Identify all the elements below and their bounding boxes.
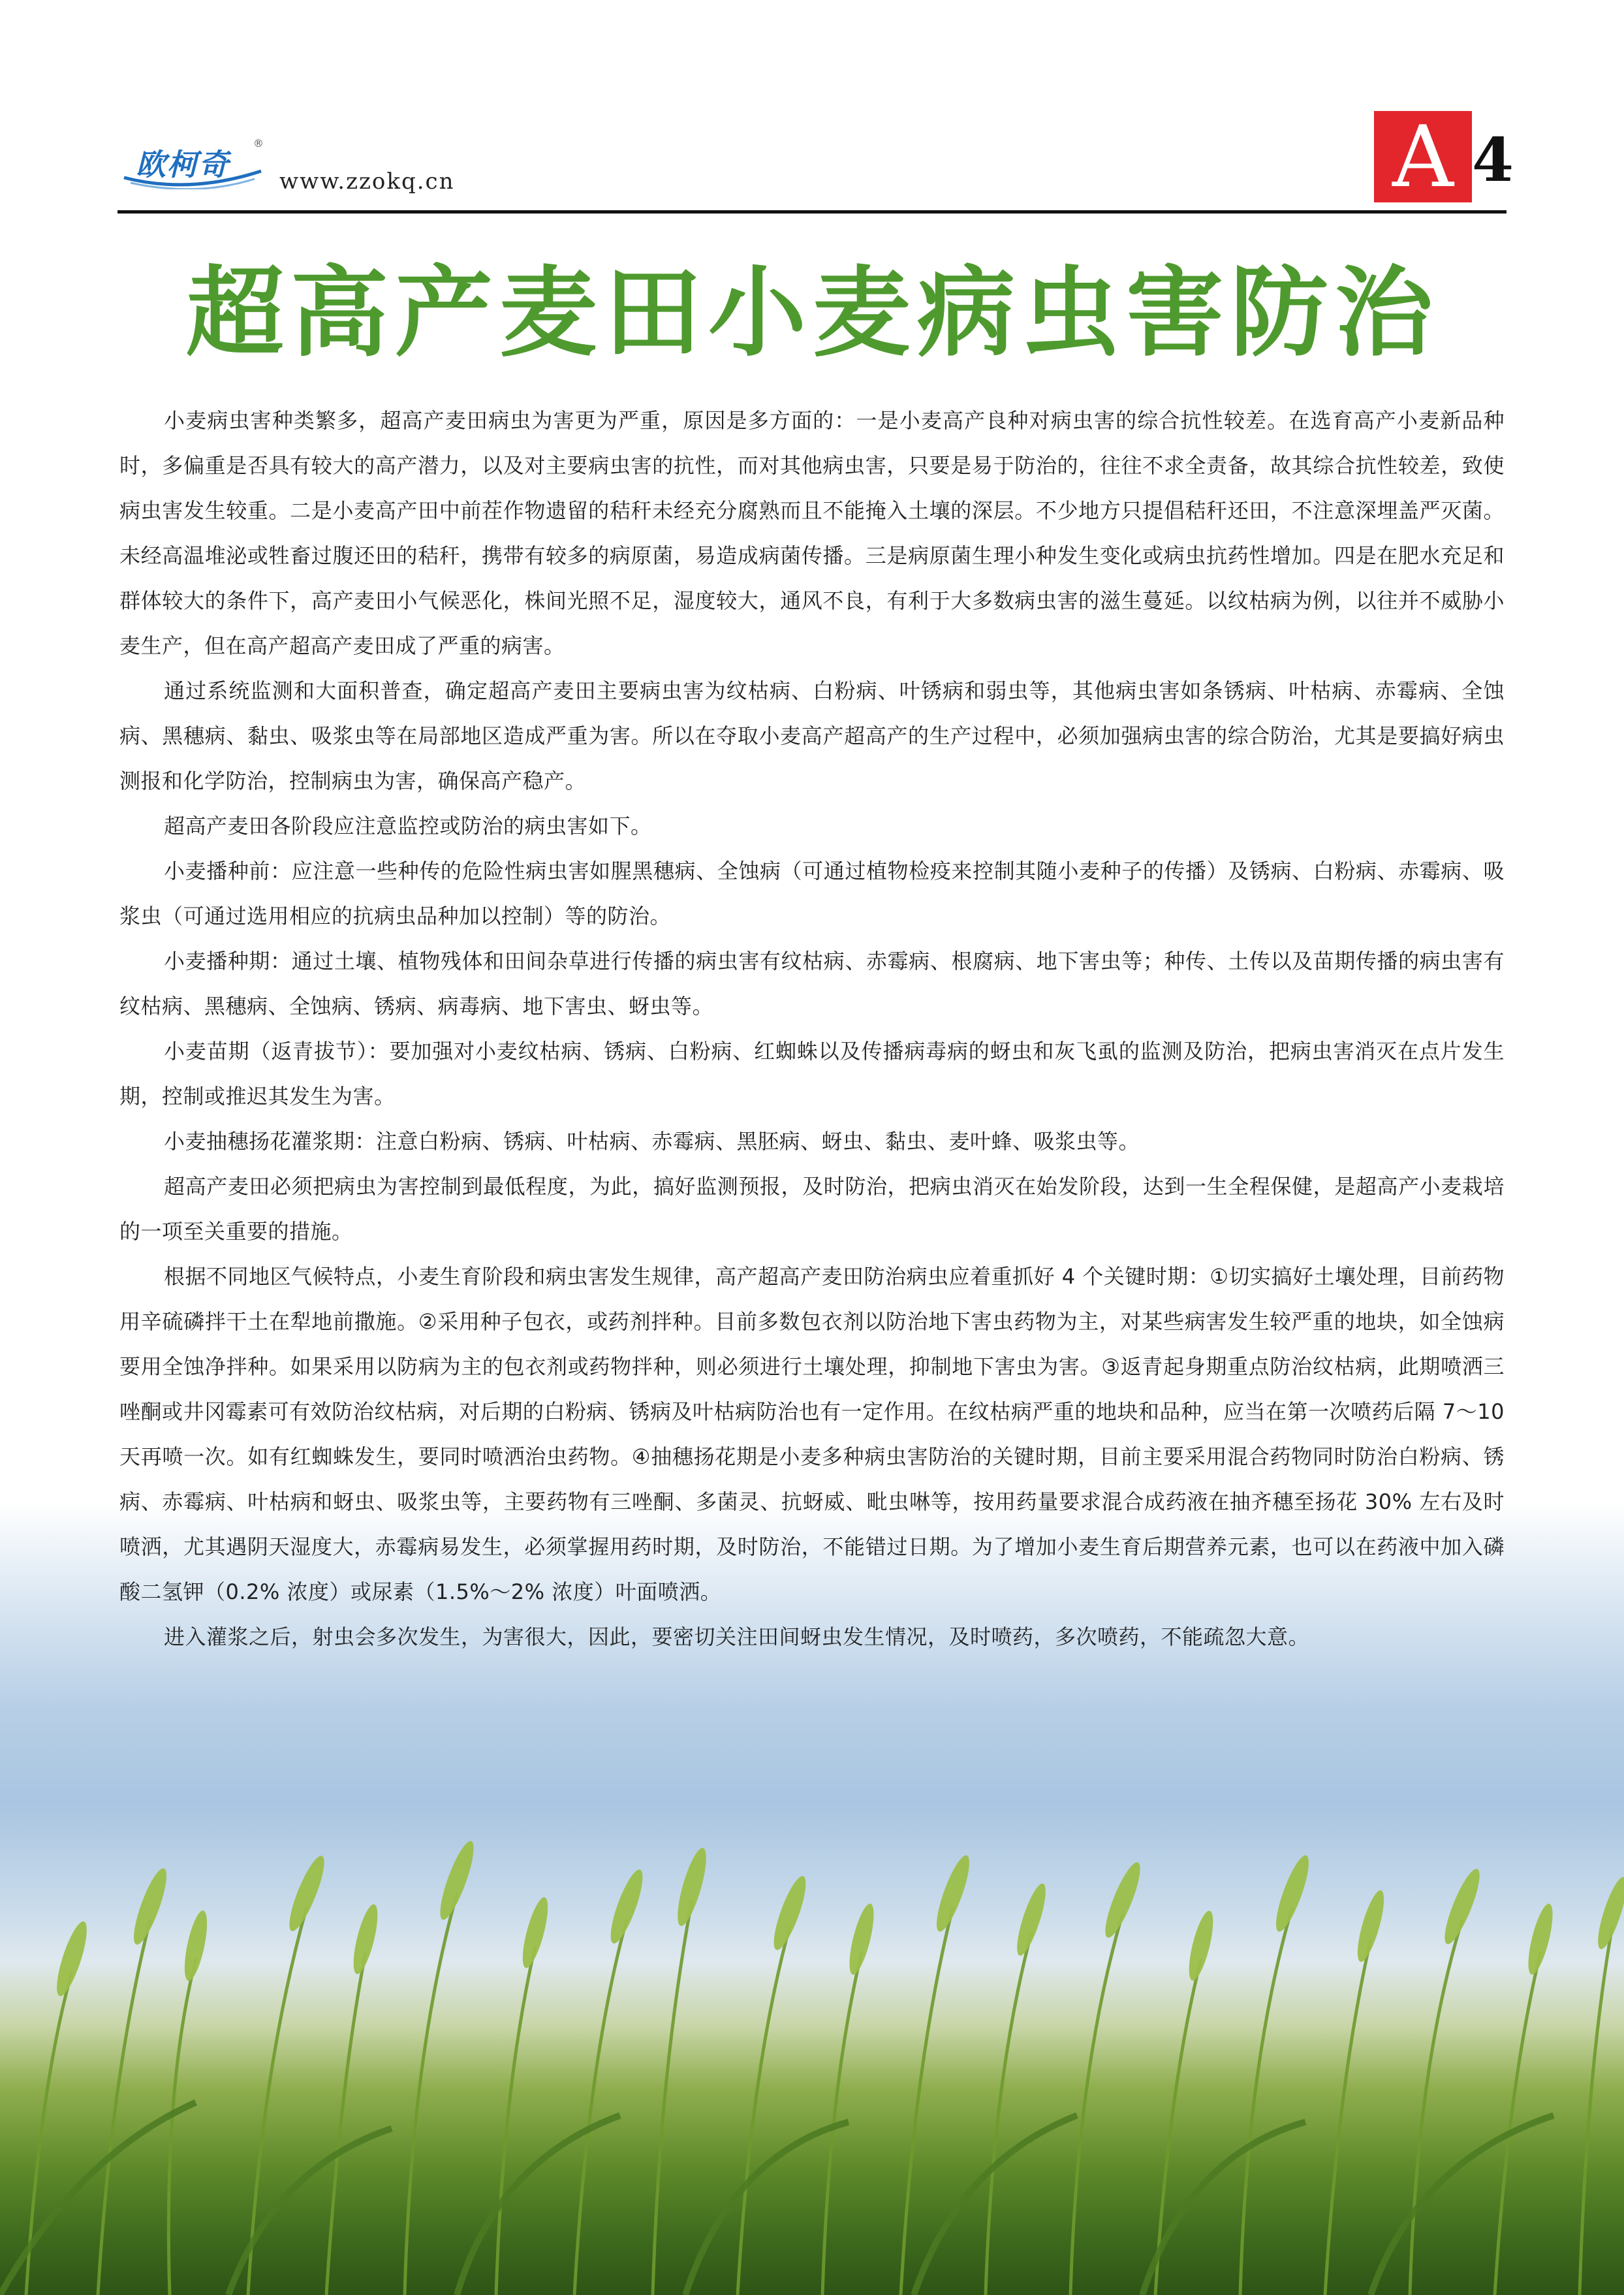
page-header bbox=[117, 107, 1514, 215]
paragraph: 根据不同地区气候特点，小麦生育阶段和病虫害发生规律，高产超高产麦田防治病虫应着重抓好 4 个关键时期：①切实搞好土壤处理，目前药物用辛硫磷拌干土在犁地前撒施。②采用种子包衣，或药剂拌种。目前多数包衣剂以防治地下害虫药物为主，对某些病害发生较严重的地块，如全蚀病要用全蚀净拌种。如果采用以防病为主的包衣剂或药物拌种，则必须进行土壤处理，抑制地下害虫为害。③返青起身期重点防治纹枯病，此期喷洒三唑酮或井冈霉素可有效防治纹枯病，对后期的白粉病、锈病及叶枯病防治也有一定作用。在纹枯病严重的地块和品种，应当在第一次喷药后隔 7～10 天再喷一次。如有红蜘蛛发生，要同时喷洒治虫药物。④抽穗扬花期是小麦多种病虫害防治的关键时期，目前主要采用混合药物同时防治白粉病、锈病、赤霉病、叶枯病和蚜虫、吸浆虫等，主要药物有三唑酮、多菌灵、抗蚜威、毗虫啉等，按用药量要求混合成药液在抽齐穗至扬花 30% 左右及时喷洒，尤其遇阴天湿度大，赤霉病易发生，必须掌握用药时期，及时防治，不能错过日期。为了增加小麦生育后期营养元素，也可以在药液中加入磷酸二氢钾（0.2% 浓度）或尿素（1.5%～2% 浓度）叶面喷洒。 bbox=[119, 1264, 1505, 1604]
paragraph: 超高产麦田各阶段应注意监控或防治的病虫害如下。 bbox=[164, 814, 652, 838]
paragraph: 通过系统监测和大面积普查，确定超高产麦田主要病虫害为纹枯病、白粉病、叶锈病和弱虫等，其他病虫害如条锈病、叶枯病、赤霉病、全蚀病、黑穗病、黏虫、吸浆虫等在局部地区造成严重为害。所以在夺取小麦高产超高产的生产过程中，必须加强病虫害的综合防治，尤其是要搞好病虫测报和化学防治，控制病虫为害，确保高产稳产。 bbox=[119, 678, 1505, 793]
page-number: 4 bbox=[1472, 125, 1514, 195]
paragraph: 进入灌浆之后，射虫会多次发生，为害很大，因此，要密切关注田间蚜虫发生情况，及时喷药，多次喷药，不能疏忽大意。 bbox=[164, 1624, 1310, 1649]
registered-mark: ® bbox=[253, 137, 264, 150]
paragraph: 小麦苗期（返青拔节）：要加强对小麦纹枯病、锈病、白粉病、红蜘蛛以及传播病毒病的蚜虫和灰飞虱的监测及防治，把病虫害消灭在点片发生期，控制或推迟其发生为害。 bbox=[119, 1039, 1505, 1109]
logo-text: 欧柯奇 bbox=[136, 147, 230, 182]
paragraph: 小麦抽穗扬花灌浆期：注意白粉病、锈病、叶枯病、赤霉病、黑胚病、蚜虫、黏虫、麦叶蜂、吸浆虫等。 bbox=[164, 1129, 1140, 1154]
section-letter: A bbox=[1374, 111, 1472, 202]
brand-logo bbox=[117, 137, 268, 189]
paragraph: 小麦播种期：通过土壤、植物残体和田间杂草进行传播的病虫害有纹枯病、赤霉病、根腐病、地下害虫等；种传、土传以及苗期传播的病虫害有纹枯病、黑穗病、全蚀病、锈病、病毒病、地下害虫、蚜虫等。 bbox=[119, 949, 1505, 1019]
article-title: 超高产麦田小麦病虫害防治 bbox=[185, 257, 1439, 370]
paragraph: 小麦播种前：应注意一些种传的危险性病虫害如腥黑穗病、全蚀病（可通过植物检疫来控制其随小麦种子的传播）及锈病、白粉病、赤霉病、吸浆虫（可通过选用相应的抗病虫品种加以控制）等的防治。 bbox=[119, 859, 1505, 928]
header-divider bbox=[117, 210, 1507, 214]
article-body bbox=[119, 398, 1505, 1660]
paragraph: 小麦病虫害种类繁多，超高产麦田病虫为害更为严重，原因是多方面的：一是小麦高产良种对病虫害的综合抗性较差。在选育高产小麦新品种时，多偏重是否具有较大的高产潜力，以及对主要病虫害的抗性，而对其他病虫害，只要是易于防治的，往往不求全责备，故其综合抗性较差，致使病虫害发生较重。二是小麦高产田中前茬作物遗留的秸秆未经充分腐熟而且不能掩入土壤的深层。不少地方只提倡秸秆还田，不注意深埋盖严灭菌。未经高温堆泌或牲畜过腹还田的秸秆，携带有较多的病原菌，易造成病菌传播。三是病原菌生理小种发生变化或病虫抗药性增加。四是在肥水充足和群体较大的条件下，高产麦田小气候恶化，株间光照不足，湿度较大，通风不良，有利于大多数病虫害的滋生蔓延。以纹枯病为例，以往并不威胁小麦生产，但在高产超高产麦田成了严重的病害。 bbox=[119, 408, 1505, 658]
paragraph: 超高产麦田必须把病虫为害控制到最低程度，为此，搞好监测预报，及时防治，把病虫消灭在始发阶段，达到一生全程保健，是超高产小麦栽培的一项至关重要的措施。 bbox=[119, 1174, 1505, 1244]
website-url: www.zzokq.cn bbox=[279, 168, 455, 195]
page-badge bbox=[1374, 107, 1514, 206]
